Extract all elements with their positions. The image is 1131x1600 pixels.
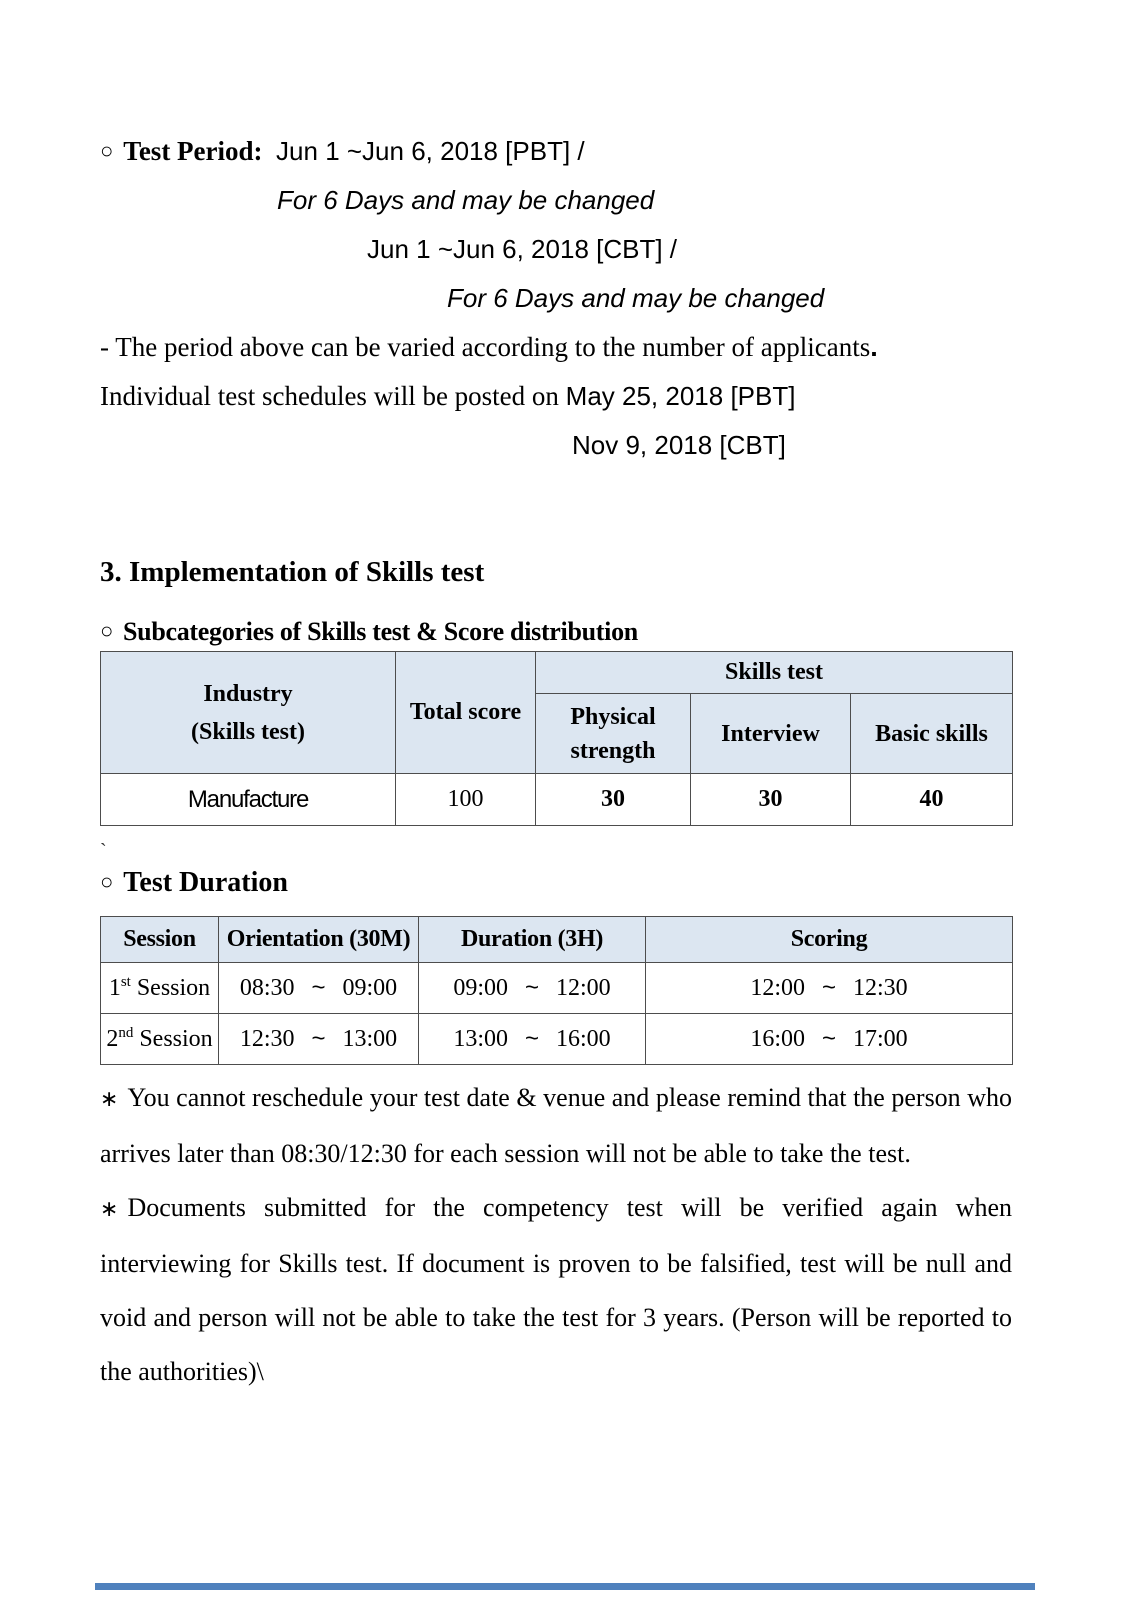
- cell-duration-1: [419, 963, 646, 1014]
- test-period-note-line: [100, 176, 1060, 225]
- test-period-label: Test Period: [123, 136, 254, 166]
- col-header-session: Session: [101, 917, 219, 963]
- schedule-posted-line-cbt: [100, 421, 1060, 470]
- score-table-header-row-1: [101, 652, 1013, 694]
- cell-orientation-2: [219, 1014, 419, 1065]
- asterisk-icon: ∗: [100, 1197, 119, 1222]
- posted-date-pbt: May 25, 2018 [PBT]: [565, 381, 796, 411]
- schedule-posted-text: Individual test schedules will be posted on: [100, 381, 566, 411]
- tilde-separator: ~: [821, 1025, 836, 1052]
- test-period-note-line-2: [100, 274, 1060, 323]
- col-header-industry: [101, 652, 396, 774]
- section-heading: 3. Implementation of Skills test: [100, 556, 485, 588]
- duration-table-header-row: [101, 917, 1013, 963]
- physical-label-line2: strength: [570, 737, 656, 764]
- physical-label-line1: Physical: [570, 703, 656, 730]
- time-end: 09:00: [342, 975, 398, 1001]
- schedule-posted-line: [100, 372, 1060, 421]
- time-start: 13:00: [453, 1026, 508, 1052]
- cell-session-1: [101, 963, 219, 1014]
- tilde-separator: ~: [821, 974, 836, 1001]
- cell-industry-value: Manufacture: [101, 774, 396, 826]
- page-footer-rule: [95, 1583, 1035, 1590]
- cell-physical-value: 30: [536, 774, 691, 826]
- test-period-section: [100, 127, 1060, 470]
- period-varied-dot: .: [870, 332, 878, 362]
- time-start: 16:00: [750, 1026, 805, 1052]
- industry-label-line2: (Skills test): [191, 718, 305, 745]
- time-start: 12:00: [750, 975, 805, 1001]
- subheading-score-text: Subcategories of Skills test & Score distribution: [123, 617, 638, 646]
- session-word: Session: [130, 974, 211, 1001]
- cell-orientation-1: [219, 963, 419, 1014]
- tilde-separator: ~: [311, 1025, 326, 1052]
- stray-mark: `: [100, 840, 107, 862]
- time-end: 12:00: [556, 975, 611, 1001]
- time-end: 16:00: [556, 1026, 611, 1052]
- col-header-basic-skills: Basic skills: [851, 694, 1013, 774]
- session-word: Session: [133, 1025, 213, 1052]
- cell-scoring-1: [646, 963, 1013, 1014]
- footnote-reschedule-text: You cannot reschedule your test date & venue and please remind that the person who arrives later than 08:30/12:30 for each session will not be able to take the test.: [100, 1083, 1012, 1168]
- test-period-line-cbt: [100, 225, 1060, 274]
- time-end: 12:30: [853, 975, 908, 1001]
- tilde-separator: ~: [311, 974, 326, 1001]
- tilde-separator: ~: [524, 1025, 539, 1052]
- cell-session-2: [101, 1014, 219, 1065]
- col-header-duration: Duration (3H): [419, 917, 646, 963]
- may-be-changed-note-2: For 6 Days and may be changed: [447, 283, 825, 313]
- footnote-documents-text: Documents submitted for the competency test will be verified again when interviewing for Skills test. If document is proven to be falsified, test will be null and void and person will not be able to take the test for 3 years. (Person will be reported to the authorities)\: [100, 1193, 1012, 1386]
- col-header-interview: Interview: [691, 694, 851, 774]
- time-end: 13:00: [342, 1026, 398, 1052]
- cell-interview-value: 30: [691, 774, 851, 826]
- duration-table-row-1: [101, 963, 1013, 1014]
- col-header-total-score: Total score: [396, 652, 536, 774]
- score-table-data-row: [101, 774, 1013, 826]
- circle-bullet-icon: ○: [100, 138, 114, 163]
- period-varied-text: - The period above can be varied according to the number of applicants: [100, 332, 871, 362]
- subheading-score-distribution: [100, 617, 638, 647]
- circle-bullet-icon: ○: [100, 869, 114, 894]
- cell-duration-2: [419, 1014, 646, 1065]
- circle-bullet-icon: ○: [100, 618, 113, 643]
- may-be-changed-note-1: For 6 Days and may be changed: [277, 185, 655, 215]
- time-start: 12:30: [239, 1026, 295, 1052]
- time-start: 08:30: [239, 975, 295, 1001]
- session-ordinal: nd: [118, 1024, 134, 1041]
- footnotes-section: [100, 1071, 1012, 1399]
- subheading-test-duration: [100, 867, 288, 899]
- asterisk-icon: ∗: [100, 1087, 119, 1112]
- col-header-physical-strength: [536, 694, 691, 774]
- col-header-orientation: Orientation (30M): [219, 917, 419, 963]
- score-table: [100, 651, 1013, 826]
- test-period-date-cbt: Jun 1 ~Jun 6, 2018 [CBT] /: [367, 234, 678, 264]
- tilde-separator: ~: [524, 974, 539, 1001]
- period-varied-note: [100, 323, 1060, 372]
- footnote-documents: [100, 1181, 1012, 1399]
- session-number: 2: [106, 1025, 119, 1052]
- posted-date-cbt: Nov 9, 2018 [CBT]: [572, 430, 786, 460]
- col-header-scoring: Scoring: [646, 917, 1013, 963]
- test-period-colon: :: [253, 136, 263, 166]
- col-header-skills-test: Skills test: [536, 652, 1013, 694]
- industry-label-line1: Industry: [203, 680, 293, 707]
- session-number: 1: [108, 974, 121, 1001]
- time-start: 09:00: [453, 975, 508, 1001]
- duration-table-row-2: [101, 1014, 1013, 1065]
- time-end: 17:00: [853, 1026, 908, 1052]
- footnote-reschedule: [100, 1071, 1012, 1181]
- session-ordinal: st: [120, 973, 131, 990]
- test-period-date-pbt: Jun 1 ~Jun 6, 2018 [PBT] /: [276, 136, 585, 166]
- cell-basic-value: 40: [851, 774, 1013, 826]
- subheading-duration-text: Test Duration: [123, 867, 288, 898]
- cell-scoring-2: [646, 1014, 1013, 1065]
- duration-table: [100, 916, 1013, 1065]
- test-period-line: [100, 127, 1060, 176]
- cell-total-score-value: 100: [396, 774, 536, 826]
